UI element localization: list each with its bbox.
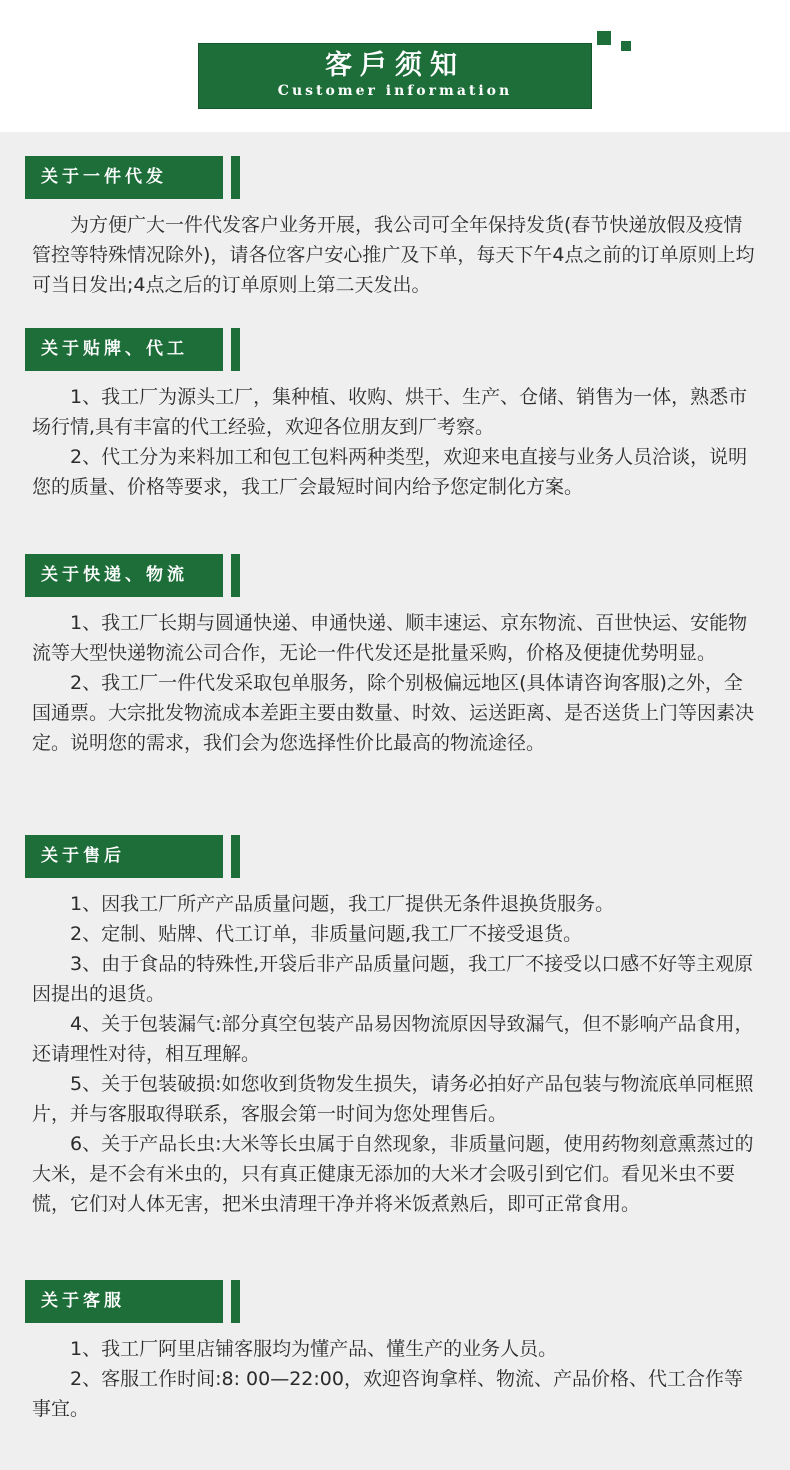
paragraph: 1、我工厂为源头工厂，集种植、收购、烘干、生产、仓储、销售为一体，熟悉市场行情,具有丰富的代工经验，欢迎各位朋友到厂考察。	[32, 386, 748, 438]
page-subtitle: Customer information	[277, 83, 513, 99]
paragraph: 2、客服工作时间:8: 00—22:00，欢迎咨询拿样、物流、产品价格、代工合作等事宜。	[32, 1368, 743, 1420]
section-logistics	[0, 554, 790, 758]
section-body	[32, 382, 758, 502]
section-title: 关于客服	[25, 1280, 223, 1323]
section-title-bar	[231, 328, 240, 371]
paragraph: 2、代工分为来料加工和包工包料两种类型，欢迎来电直接与业务人员洽谈，说明您的质量、价格等要求，我工厂会最短时间内给予您定制化方案。	[32, 446, 748, 498]
section-title: 关于贴牌、代工	[25, 328, 223, 371]
section-body	[32, 608, 758, 758]
section-title-bar	[231, 1280, 240, 1323]
paragraph: 1、我工厂阿里店铺客服均为懂产品、懂生产的业务人员。	[70, 1338, 558, 1360]
section-body	[32, 210, 758, 300]
section-dropshipping	[0, 156, 790, 300]
page-title: 客戶须知	[325, 50, 465, 81]
section-header	[0, 328, 790, 374]
paragraph: 2、我工厂一件代发采取包单服务，除个别极偏远地区(具体请咨询客服)之外，全国通票。大宗批发物流成本差距主要由数量、时效、运送距离、是否送货上门等因素决定。说明您的需求，我们会为您选择性价比最高的物流途径。	[32, 672, 755, 754]
section-body	[32, 1334, 758, 1424]
section-header	[0, 554, 790, 600]
paragraph: 为方便广大一件代发客户业务开展，我公司可全年保持发货(春节快递放假及疫情管控等特殊情况除外)，请各位客户安心推广及下单，每天下午4点之前的订单原则上均可当日发出;4点之后的订单原则上第二天发出。	[32, 214, 755, 296]
page-header	[0, 0, 790, 132]
content-panel	[0, 132, 790, 1470]
section-body	[32, 889, 758, 1219]
section-title-bar	[231, 156, 240, 199]
section-title: 关于快递、物流	[25, 554, 223, 597]
paragraph: 3、由于食品的特殊性,开袋后非产品质量问题，我工厂不接受以口感不好等主观原因提出的退货。	[32, 953, 754, 1005]
decorative-square-large	[597, 31, 611, 45]
section-title-bar	[231, 835, 240, 878]
section-header	[0, 835, 790, 881]
section-customer-service	[0, 1280, 790, 1424]
section-after-sales	[0, 835, 790, 1219]
section-header	[0, 156, 790, 202]
title-banner	[198, 43, 592, 109]
section-title: 关于售后	[25, 835, 223, 878]
section-title: 关于一件代发	[25, 156, 223, 199]
paragraph: 1、我工厂长期与圆通快递、申通快递、顺丰速运、京东物流、百世快运、安能物流等大型快递物流公司合作，无论一件代发还是批量采购，价格及便捷优势明显。	[32, 612, 748, 664]
section-title-bar	[231, 554, 240, 597]
paragraph: 2、定制、贴牌、代工订单，非质量问题,我工厂不接受退货。	[70, 923, 583, 945]
section-header	[0, 1280, 790, 1326]
paragraph: 4、关于包装漏气:部分真空包装产品易因物流原因导致漏气，但不影响产品食用，还请理性对待，相互理解。	[32, 1013, 754, 1065]
paragraph: 1、因我工厂所产产品质量问题，我工厂提供无条件退换货服务。	[70, 893, 615, 915]
section-oem	[0, 328, 790, 502]
decorative-square-small	[621, 41, 631, 51]
paragraph: 5、关于包装破损:如您收到货物发生损失，请务必拍好产品包装与物流底单同框照片，并与客服取得联系，客服会第一时间为您处理售后。	[32, 1073, 754, 1125]
paragraph: 6、关于产品长虫:大米等长虫属于自然现象，非质量问题，使用药物刻意熏蒸过的大米，是不会有米虫的，只有真正健康无添加的大米才会吸引到它们。看见米虫不要慌，它们对人体无害，把米虫清理干净并将米饭煮熟后，即可正常食用。	[32, 1133, 754, 1215]
